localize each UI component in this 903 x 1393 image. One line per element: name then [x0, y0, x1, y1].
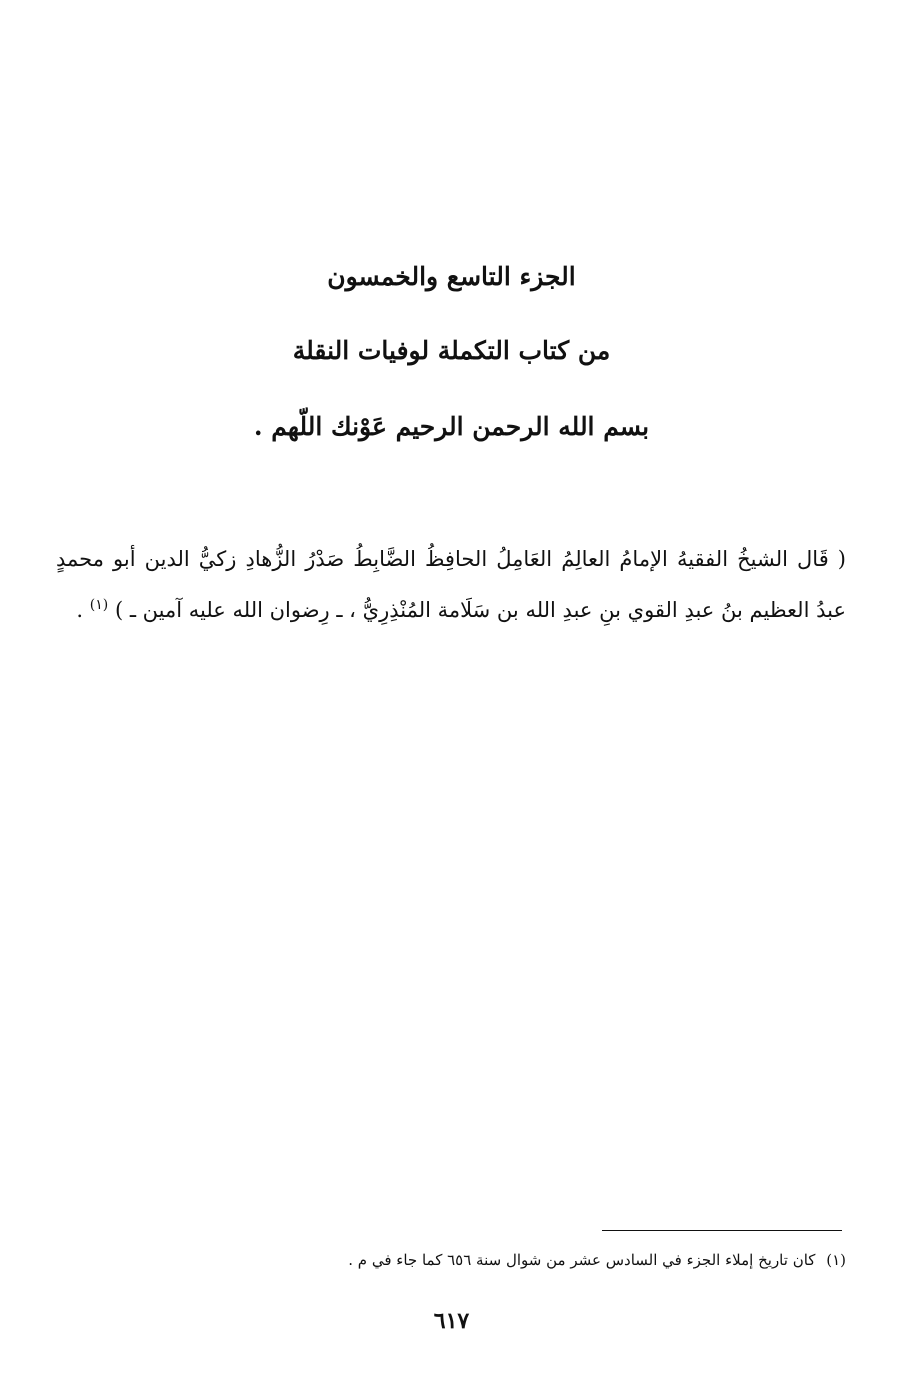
- book-title: من كتاب التكملة لوفيات النقلة: [292, 336, 611, 365]
- footnote: [60, 1248, 846, 1272]
- intro-paragraph: [56, 536, 846, 633]
- part-title: الجزء التاسع والخمسون: [327, 262, 576, 291]
- footnote-text: كان تاريخ إملاء الجزء في السادس عشر من شوال سنة ٦٥٦ كما جاء في م .: [348, 1251, 816, 1269]
- page-number: ٦١٧: [433, 1308, 470, 1334]
- footnote-reference: (١): [89, 597, 109, 613]
- footnote-divider: [602, 1230, 842, 1231]
- intro-paragraph-text: ( قَال الشيخُ الفقيهُ الإمامُ العالِمُ العَامِلُ الحافِظُ الضَّابِطُ صَدْرُ الزُّهادِ زكيُّ الدين أبو محمدٍ عبدُ العظيم بنُ عبدِ القوي بنِ عبدِ الله بن سَلَامة المُنْذِرِيُّ ، ـ رِضوان الله عليه آمين ـ ): [56, 547, 846, 622]
- footnote-marker: (١): [826, 1251, 846, 1269]
- basmala-line: بسم الله الرحمن الرحيم عَوْنك اللّهم .: [253, 412, 650, 441]
- paragraph-end-mark: .: [76, 598, 84, 622]
